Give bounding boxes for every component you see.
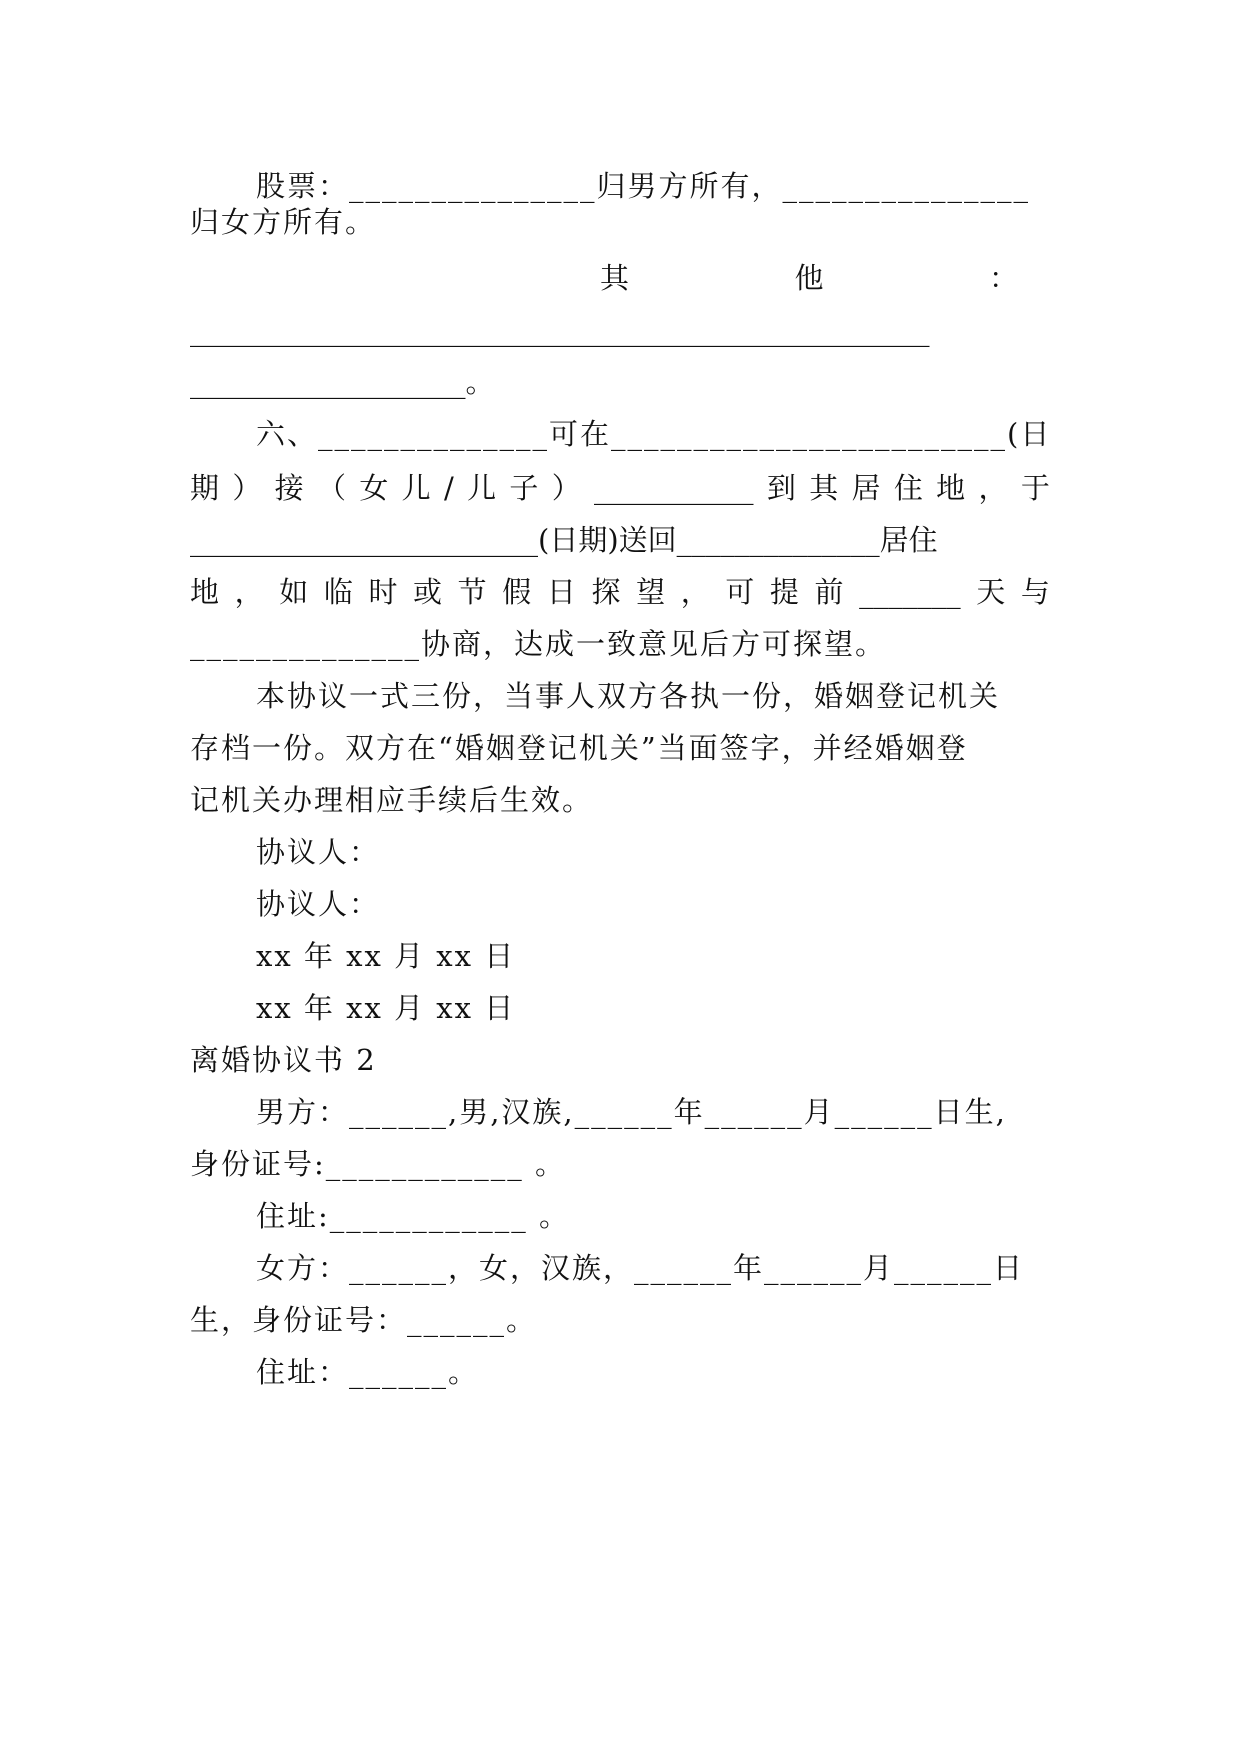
visit-word: 天 (976, 575, 1006, 609)
signatory-label-2: 协议人： (256, 887, 381, 921)
visit-word: 假 (502, 575, 532, 609)
wife-id-line: 生，身份证号：______。 (190, 1303, 538, 1337)
visit-word: 时 (368, 575, 398, 609)
pickup-word: 住 (893, 471, 923, 505)
visit-word: 可 (725, 575, 755, 609)
pickup-word: ） (551, 471, 581, 505)
visit-word: 探 (591, 575, 621, 609)
husband-id-line: 身份证号:____________ 。 (190, 1147, 566, 1181)
copies-paragraph-line-3: 记机关办理相应手续后生效。 (190, 783, 594, 817)
visit-word: 临 (323, 575, 353, 609)
pickup-word: （ (316, 471, 346, 505)
visit-word: 与 (1020, 575, 1050, 609)
visit-word: ， (234, 575, 264, 609)
visit-word: 日 (546, 575, 576, 609)
stock-line: 股票：_______________归男方所有，_______________ (256, 169, 1031, 203)
pickup-word: 到 (766, 471, 796, 505)
visit-word: 或 (413, 575, 443, 609)
pickup-word: 儿 (401, 471, 431, 505)
visit-word: 前 (814, 575, 844, 609)
visit-word: ， (680, 575, 710, 609)
pickup-word: ） (232, 471, 262, 505)
pickup-word: 期 (190, 471, 220, 505)
visit-blank: _______ (859, 575, 961, 609)
pickup-word: 其 (809, 471, 839, 505)
pickup-word: 居 (851, 471, 881, 505)
signatory-label-1: 协议人： (256, 835, 381, 869)
wife-address-line: 住址：______。 (256, 1355, 480, 1389)
visit-word: 提 (769, 575, 799, 609)
other-heading-char-1: 其 (600, 261, 632, 295)
blank-line-long: ___________________________________________________ (190, 313, 930, 347)
visit-word: 如 (279, 575, 309, 609)
pickup-word: 地 (936, 471, 966, 505)
date-line-2: xx 年 xx 月 xx 日 (256, 991, 516, 1025)
blank-line-short: ___________________。 (190, 365, 495, 399)
copies-paragraph-line-2: 存档一份。双方在“婚姻登记机关”当面签字，并经婚姻登 (190, 731, 968, 765)
copies-paragraph-line-1: 本协议一式三份，当事人双方各执一份，婚姻登记机关 (256, 679, 1001, 713)
pickup-blank: ___________ (594, 471, 754, 505)
other-heading (600, 258, 1020, 298)
other-heading-char-2: 他 (794, 261, 826, 295)
pickup-word: 儿 (467, 471, 497, 505)
visit-word: 地 (190, 575, 220, 609)
pickup-line (190, 468, 1050, 508)
consult-line: ______________协商，达成一致意见后方可探望。 (190, 627, 887, 661)
section-title: 离婚协议书 2 (190, 1043, 377, 1077)
other-heading-colon: ： (988, 261, 1020, 295)
stock-line-cont: 归女方所有。 (190, 205, 377, 239)
date-line-1: xx 年 xx 月 xx 日 (256, 939, 516, 973)
visit-line (190, 572, 1050, 612)
pickup-word: / (443, 471, 454, 505)
visit-word: 望 (636, 575, 666, 609)
pickup-word: ， (978, 471, 1008, 505)
husband-line: 男方：______,男,汉族,______年______月______日生, (256, 1095, 1007, 1129)
wife-line: 女方：______，女，汉族，______年______月______日 (256, 1251, 1025, 1285)
pickup-word: 于 (1020, 471, 1050, 505)
pickup-word: 女 (359, 471, 389, 505)
husband-address-line: 住址:____________ 。 (256, 1199, 570, 1233)
pickup-word: 子 (509, 471, 539, 505)
clause-six-line: 六、______________可在________________________(日 (256, 417, 1052, 451)
visit-word: 节 (457, 575, 487, 609)
pickup-word: 接 (274, 471, 304, 505)
return-line: ________________________(日期)送回______________居住 (190, 523, 938, 557)
